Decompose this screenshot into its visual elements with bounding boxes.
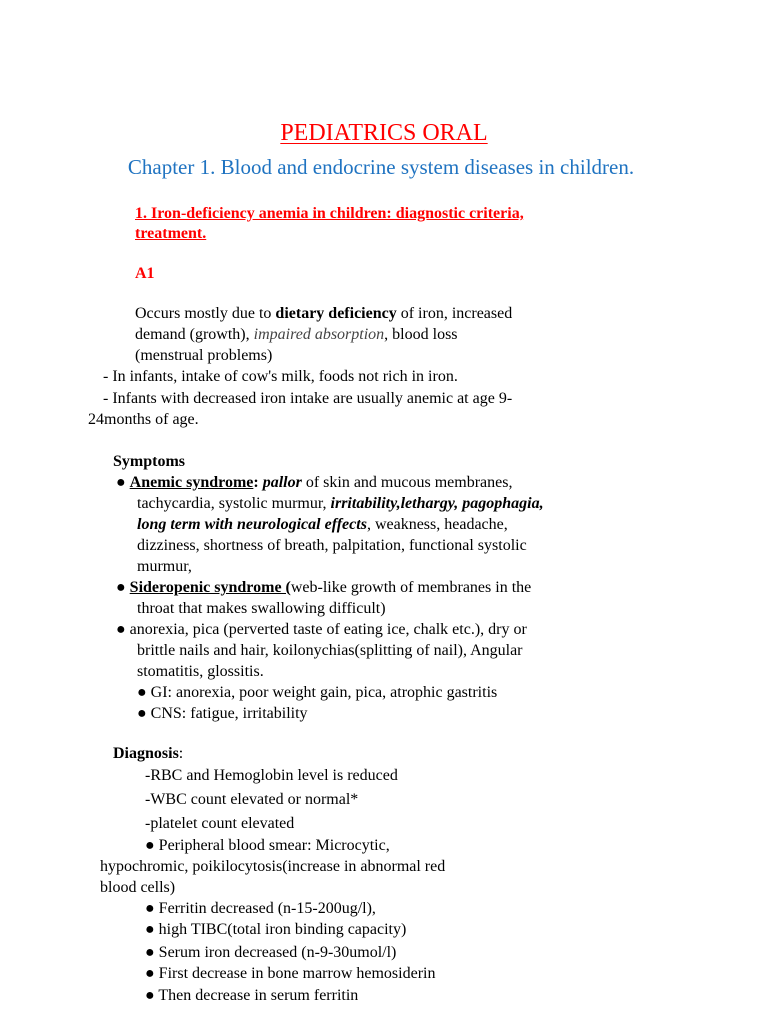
symptom-emphasis: long term with neurological effects <box>137 516 367 533</box>
diagnosis-text: Serum iron decreased (n-9-30umol/l) <box>158 944 397 961</box>
diagnosis-text: Ferritin decreased (n-15-200ug/l), <box>158 900 376 917</box>
bullet-icon: ● <box>116 579 126 596</box>
symptoms-heading: Symptoms <box>113 453 186 470</box>
bullet-icon: ● <box>116 474 126 491</box>
anemic-syndrome-line-5: murmur, <box>137 558 192 575</box>
anorexia-line-2: brittle nails and hair, koilonychias(splitting of nail), Angular <box>137 642 523 659</box>
diagnosis-text: Then decrease in serum ferritin <box>158 987 359 1004</box>
intro-line-1 <box>135 304 512 324</box>
intro-text: demand (growth), <box>135 326 254 343</box>
diagnosis-rbc: -RBC and Hemoglobin level is reduced <box>145 767 398 784</box>
bullet-icon: ● <box>145 965 155 982</box>
anemic-syndrome-label: Anemic syndrome <box>129 474 254 491</box>
bullet-icon: ● <box>116 621 126 638</box>
section-heading-line2: treatment. <box>135 225 207 242</box>
intro-text: of iron, increased <box>396 305 513 322</box>
diagnosis-text: First decrease in bone marrow hemosiderin <box>158 965 436 982</box>
intro-line-4: - In infants, intake of cow's milk, foods not rich in iron. <box>103 368 458 385</box>
symptom-text: anorexia, pica (perverted taste of eating ice, chalk etc.), dry or <box>129 621 527 638</box>
bullet-icon: ● <box>137 705 147 722</box>
bullet-icon: ● <box>145 837 155 854</box>
diagnosis-wbc: -WBC count elevated or normal* <box>145 791 359 808</box>
diagnosis-marrow <box>145 964 435 984</box>
diagnosis-text: high TIBC(total iron binding capacity) <box>158 921 407 938</box>
chapter-heading: Chapter 1. Blood and endocrine system diseases in children. <box>127 155 635 179</box>
bullet-icon: ● <box>137 684 147 701</box>
intro-line-6: 24months of age. <box>88 411 199 428</box>
diagnosis-text: Peripheral blood smear: Microcytic, <box>158 837 390 854</box>
anorexia-line-1 <box>116 620 527 640</box>
diagnosis-serum-ferritin <box>145 986 358 1006</box>
intro-line-2 <box>135 325 458 345</box>
intro-text: Occurs mostly due to <box>135 305 276 322</box>
pallor-term: pallor <box>262 474 302 491</box>
bullet-icon: ● <box>145 944 155 961</box>
subsection-label: A1 <box>135 265 155 282</box>
diagnosis-heading <box>113 744 183 764</box>
intro-line-3: (menstrual problems) <box>135 347 273 364</box>
section-heading-line1: 1. Iron-deficiency anemia in children: diagnostic criteria, <box>135 205 524 222</box>
anemic-syndrome-line-4: dizziness, shortness of breath, palpitation, functional systolic <box>137 537 527 554</box>
intro-italic: impaired absorption <box>253 326 385 343</box>
cns-symptoms <box>137 704 308 724</box>
symptom-text: CNS: fatigue, irritability <box>150 705 308 722</box>
anorexia-line-3: stomatitis, glossitis. <box>137 663 264 680</box>
diagnosis-smear-line-1 <box>145 836 390 856</box>
label-colon: : <box>178 745 184 762</box>
symptom-text: tachycardia, systolic murmur, <box>137 495 331 512</box>
symptom-emphasis: irritability,lethargy, pagophagia, <box>330 495 544 512</box>
sideropenic-syndrome-line-2: throat that makes swallowing difficult) <box>137 600 386 617</box>
symptom-text: of skin and mucous membranes, <box>301 474 513 491</box>
anemic-syndrome-line-2 <box>137 494 544 514</box>
diagnosis-smear-line-2: hypochromic, poikilocytosis(increase in abnormal red <box>100 858 446 875</box>
sideropenic-syndrome-label: Sideropenic syndrome ( <box>129 579 291 596</box>
symptom-text: GI: anorexia, poor weight gain, pica, atrophic gastritis <box>150 684 498 701</box>
symptom-text: , weakness, headache, <box>366 516 508 533</box>
intro-emphasis: dietary deficiency <box>275 305 397 322</box>
diagnosis-platelet: -platelet count elevated <box>145 815 295 832</box>
document-title: PEDIATRICS ORAL <box>280 120 488 146</box>
bullet-icon: ● <box>145 921 155 938</box>
anemic-syndrome-line-1 <box>116 473 512 493</box>
intro-line-5: - Infants with decreased iron intake are usually anemic at age 9- <box>103 390 513 407</box>
symptom-text: web-like growth of membranes in the <box>290 579 532 596</box>
diagnosis-smear-line-3: blood cells) <box>100 879 176 896</box>
gi-symptoms <box>137 683 497 703</box>
intro-text: , blood loss <box>384 326 458 343</box>
diagnosis-ferritin <box>145 899 376 919</box>
diagnosis-label: Diagnosis <box>113 745 179 762</box>
diagnosis-tibc <box>145 920 406 940</box>
diagnosis-serum-iron <box>145 943 396 963</box>
bullet-icon: ● <box>145 900 155 917</box>
bullet-icon: ● <box>145 987 155 1004</box>
label-colon: : <box>253 474 263 491</box>
sideropenic-syndrome-line-1 <box>116 578 531 598</box>
anemic-syndrome-line-3 <box>137 515 508 535</box>
